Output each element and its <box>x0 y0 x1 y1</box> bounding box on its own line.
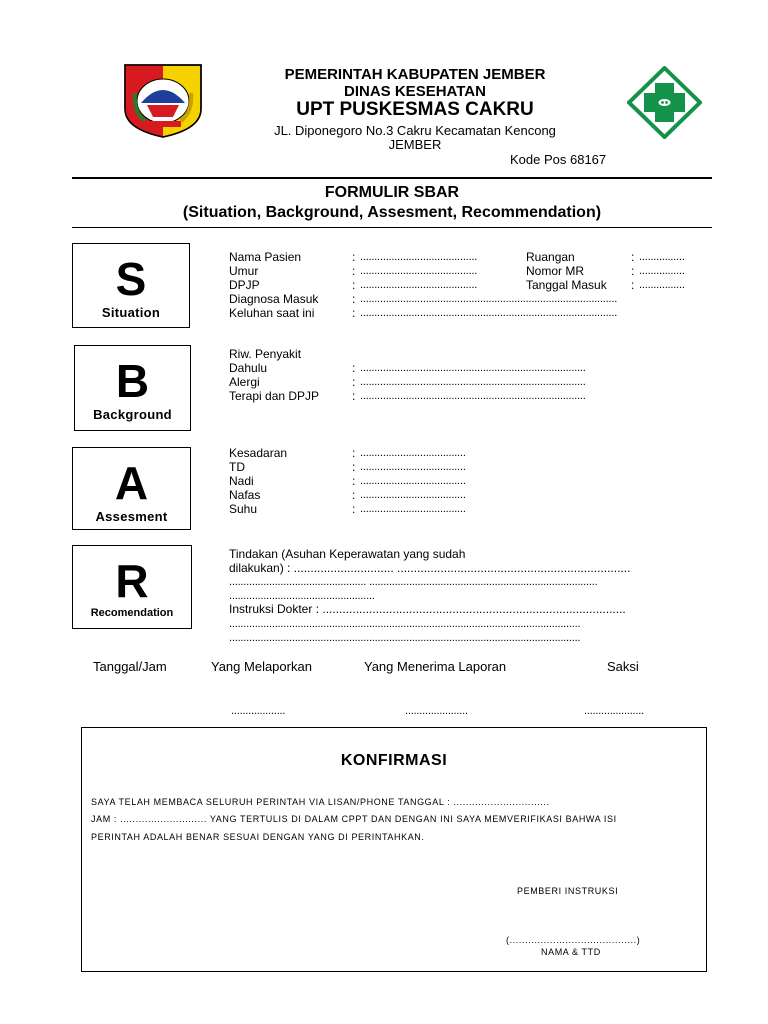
sig-yang-melaporkan: Yang Melaporkan <box>211 659 312 674</box>
field-umur[interactable]: ......................................... <box>360 265 478 277</box>
label-kesadaran: Kesadaran <box>229 446 288 460</box>
field-nafas[interactable]: ..................................... <box>360 489 466 501</box>
label-riw-penyakit: Riw. Penyakit <box>229 347 302 361</box>
label-tindakan: Tindakan (Asuhan Keperawatan yang sudah <box>229 547 466 561</box>
field-tindakan-line[interactable]: ................................................ ................................................................................ <box>229 576 598 588</box>
background-caption: Background <box>93 407 172 422</box>
label-td: TD <box>229 460 245 474</box>
label-keluhan: Keluhan saat ini <box>229 306 315 320</box>
colon: : <box>631 278 635 292</box>
field-instruksi-dokter[interactable]: Instruksi Dokter : ........................................................................................... <box>229 602 626 616</box>
label-dpjp: DPJP <box>229 278 260 292</box>
colon: : <box>631 250 635 264</box>
recommendation-letter: R <box>115 555 149 607</box>
field-suhu[interactable]: ..................................... <box>360 503 466 515</box>
situation-caption: Situation <box>101 305 161 320</box>
field-nadi[interactable]: ..................................... <box>360 475 466 487</box>
sig-line-menerima[interactable]: ...................... <box>405 705 468 717</box>
jember-crest-logo <box>123 63 203 139</box>
colon: : <box>352 264 356 278</box>
sig-yang-menerima: Yang Menerima Laporan <box>364 659 507 674</box>
form-subtitle: (Situation, Background, Assesment, Recommendation) <box>182 204 602 221</box>
colon: : <box>352 446 356 460</box>
colon: : <box>352 389 356 403</box>
label-terapi-dpjp: Terapi dan DPJP <box>229 389 320 403</box>
field-ruangan[interactable]: ................ <box>639 251 685 263</box>
colon: : <box>631 264 635 278</box>
label-dahulu: Dahulu <box>229 361 268 375</box>
background-box <box>74 345 191 431</box>
field-dpjp[interactable]: ......................................... <box>360 279 478 291</box>
label-suhu: Suhu <box>229 502 258 516</box>
field-td[interactable]: ..................................... <box>360 461 466 473</box>
sig-line-saksi[interactable]: ..................... <box>584 705 644 717</box>
konfirmasi-title: KONFIRMASI <box>340 752 448 769</box>
assessment-caption: Assesment <box>95 509 168 524</box>
recommendation-caption: Recomendation <box>90 607 174 619</box>
header-address: JL. Diponegoro No.3 Cakru Kecamatan Kencong <box>274 123 556 138</box>
field-nomor-mr[interactable]: ................ <box>639 265 685 277</box>
field-terapi-dpjp[interactable]: ............................................................................... <box>360 390 586 402</box>
nama-ttd-label: NAMA & TTD <box>541 947 601 957</box>
field-nama-pasien[interactable]: ......................................... <box>360 251 478 263</box>
situation-letter: S <box>115 253 147 305</box>
colon: : <box>352 292 356 306</box>
field-tindakan[interactable]: dilakukan) : .............................. ...................................................................... <box>229 561 631 575</box>
recommendation-box <box>72 545 192 629</box>
label-diagnosa-masuk: Diagnosa Masuk <box>229 292 319 306</box>
header-divider <box>72 177 712 179</box>
header-government: PEMERINTAH KABUPATEN JEMBER <box>284 66 546 83</box>
field-instruksi-line[interactable]: ........................................................................................................................... <box>229 632 581 644</box>
konfirmasi-text-line: SAYA TELAH MEMBACA SELURUH PERINTAH VIA LISAN/PHONE TANGGAL : ............................... <box>91 797 550 807</box>
colon: : <box>352 474 356 488</box>
situation-box <box>72 243 190 328</box>
label-nadi: Nadi <box>229 474 254 488</box>
sig-line-melaporkan[interactable]: ................... <box>231 705 286 717</box>
assessment-box <box>72 447 191 530</box>
colon: : <box>352 306 356 320</box>
colon: : <box>352 488 356 502</box>
label-nomor-mr: Nomor MR <box>526 264 585 278</box>
field-diagnosa-masuk[interactable]: .......................................................................................... <box>360 293 618 305</box>
sig-saksi: Saksi <box>607 659 639 674</box>
konfirmasi-text-line: PERINTAH ADALAH BENAR SESUAI DENGAN YANG DI PERINTAHKAN. <box>91 832 425 842</box>
field-tanggal-masuk[interactable]: ................ <box>639 279 685 291</box>
label-tanggal-masuk: Tanggal Masuk <box>526 278 607 292</box>
title-divider <box>72 227 712 228</box>
pemberi-signature-line[interactable]: (.........................................) <box>506 935 641 945</box>
field-keluhan[interactable]: .......................................................................................... <box>360 307 618 319</box>
header-department: DINAS KESEHATAN <box>344 83 486 100</box>
colon: : <box>352 278 356 292</box>
header-postal-code: Kode Pos 68167 <box>510 152 607 167</box>
label-umur: Umur <box>229 264 259 278</box>
form-title <box>72 183 712 223</box>
konfirmasi-text-line: JAM : ............................ YANG TERTULIS DI DALAM CPPT DAN DENGAN INI SAYA MEMVERIFIKASI BAHWA ISI <box>91 814 617 824</box>
label-nafas: Nafas <box>229 488 261 502</box>
background-letter: B <box>115 355 150 407</box>
field-instruksi-line[interactable]: ........................................................................................................................... <box>229 618 581 630</box>
header-city: JEMBER <box>388 137 442 152</box>
label-alergi: Alergi <box>229 375 260 389</box>
header-institution: UPT PUSKESMAS CAKRU <box>296 99 534 120</box>
colon: : <box>352 502 356 516</box>
assessment-letter: A <box>114 457 149 509</box>
label-ruangan: Ruangan <box>526 250 575 264</box>
colon: : <box>352 375 356 389</box>
field-alergi[interactable]: ............................................................................... <box>360 376 586 388</box>
field-riwayat-penyakit[interactable]: ............................................................................... <box>360 362 586 374</box>
pemberi-instruksi-label: PEMBERI INSTRUKSI <box>517 886 619 896</box>
puskesmas-logo <box>627 66 702 139</box>
field-kesadaran[interactable]: ..................................... <box>360 447 466 459</box>
colon: : <box>352 460 356 474</box>
label-nama-pasien: Nama Pasien <box>229 250 302 264</box>
sig-tanggal-jam: Tanggal/Jam <box>93 659 167 674</box>
field-tindakan-line[interactable]: ................................................... <box>229 590 375 602</box>
colon: : <box>352 361 356 375</box>
form-title-main: FORMULIR SBAR <box>324 184 460 201</box>
colon: : <box>352 250 356 264</box>
